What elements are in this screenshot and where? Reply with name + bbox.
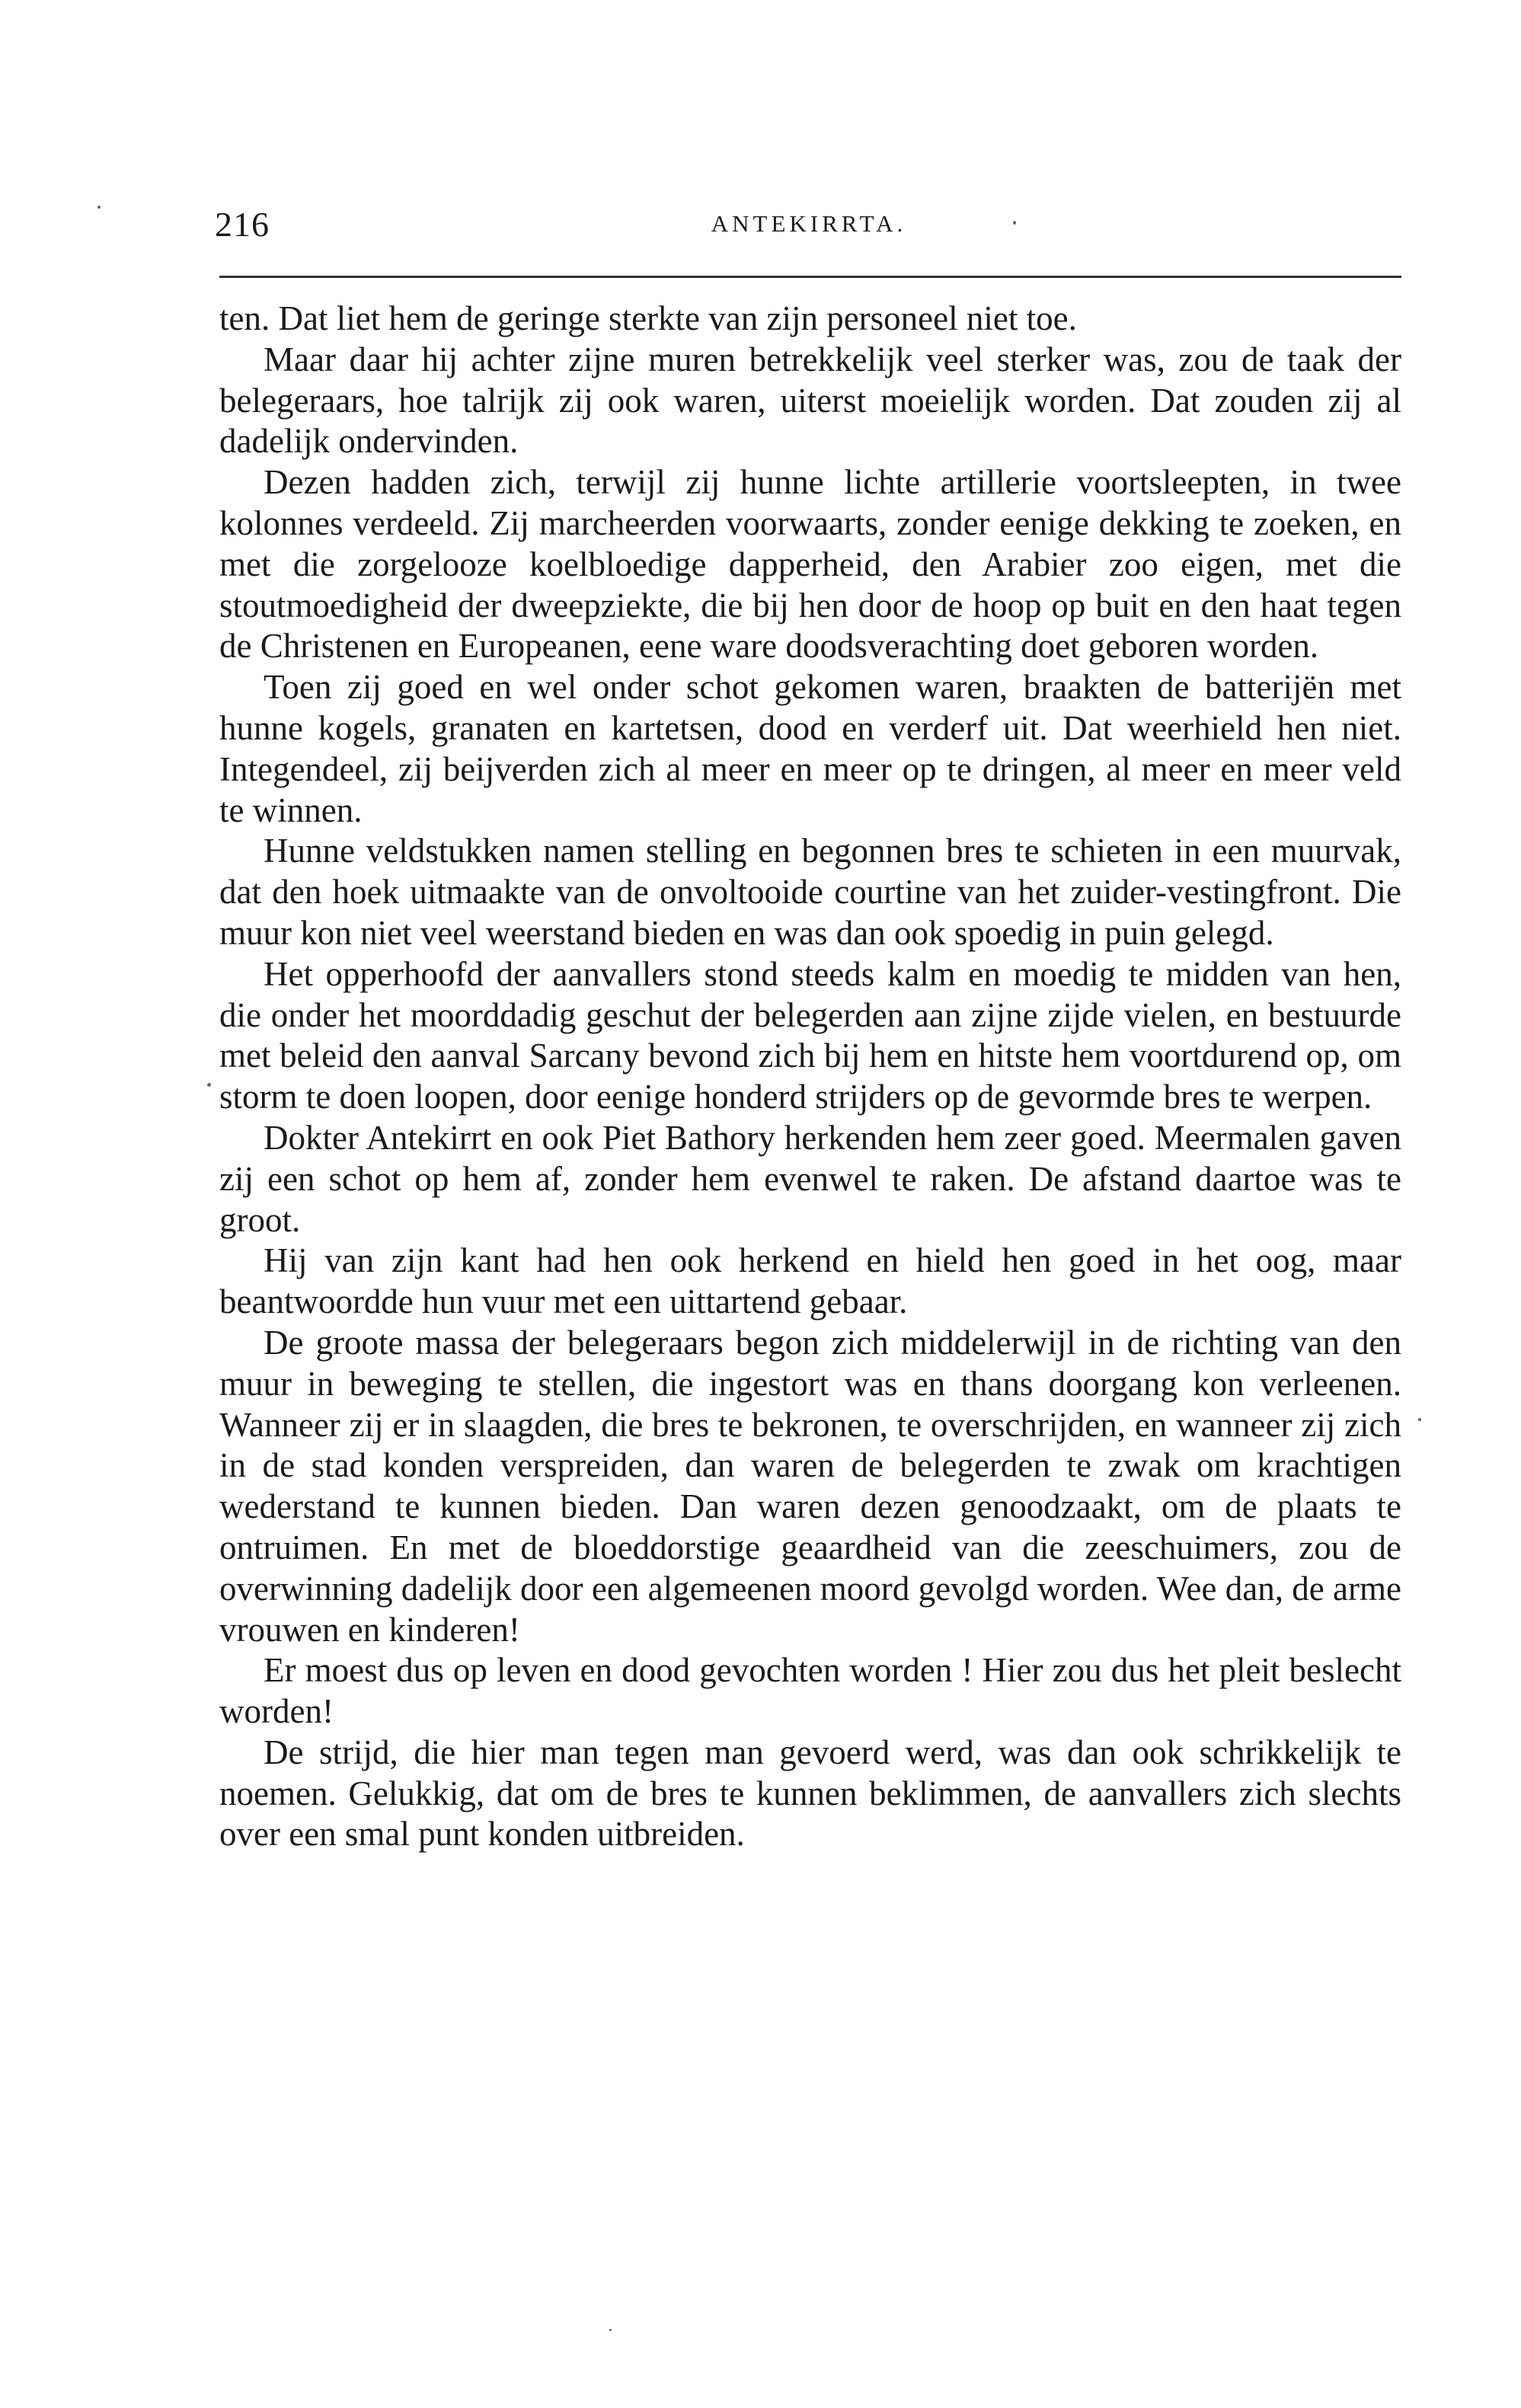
paper-speck (1418, 1418, 1421, 1421)
paragraph-9: De groote massa der belegeraars begon zich middelerwijl in de richting van den muur in beweging te stellen, die ingestort was en thans doorgang kon verleenen. Wanneer zij er in slaagden, die bres te bekronen, te overschrijden, en wanneer zij zich in de stad konden verspreiden, dan waren de belegerden te zwak om krachtigen wederstand te kunnen bieden. Dan waren dezen genoodzaakt, om de plaats te ontruimen. En met de bloeddorstige geaardheid van die zeeschuimers, zou de overwinning dadelijk door een algemeenen moord gevolgd worden. Wee dan, de arme vrouwen en kinderen! (219, 1323, 1401, 1649)
paragraph-10: Er moest dus op leven en dood gevochten worden ! Hier zou dus het pleit beslecht worden! (219, 1651, 1401, 1731)
running-title: ANTEKIRRTA. (711, 210, 907, 237)
paragraph-11: De strijd, die hier man tegen man gevoerd werd, was dan ook schrikkelijk te noemen. Gelukkig, dat om de bres te kunnen beklimmen, de aanvallers zich slechts over een smal punt konden uitbreiden. (219, 1733, 1401, 1854)
paragraph-4: Toen zij goed en wel onder schot gekomen waren, braakten de batterijën met hunne kogels, granaten en kartetsen, dood en verderf uit. Dat weerhield hen niet. Integendeel, zij beijverden zich al meer en meer op te dringen, al meer en meer veld te winnen. (219, 668, 1401, 829)
paper-speck (207, 1083, 211, 1087)
paragraph-8: Hij van zijn kant had hen ook herkend en hield hen goed in het oog, maar beantwoordde hun vuur met een uittartend gebaar. (219, 1241, 1401, 1321)
paragraph-2: Maar daar hij achter zijne muren betrekkelijk veel sterker was, zou de taak der belegeraars, hoe talrijk zij ook waren, uiterst moeielijk worden. Dat zouden zij al dadelijk ondervinden. (219, 340, 1401, 461)
paper-speck (97, 206, 101, 209)
paragraph-7: Dokter Antekirrt en ook Piet Bathory herkenden hem zeer goed. Meermalen gaven zij een schot op hem af, zonder hem evenwel te raken. De afstand daartoe was te groot. (219, 1118, 1401, 1239)
paragraph-1: ten. Dat liet hem de geringe sterkte van zijn personeel niet toe. (219, 299, 1077, 337)
page-header (215, 204, 1403, 250)
paper-speck (1013, 221, 1016, 225)
header-rule (219, 276, 1401, 278)
paragraph-3: Dezen hadden zich, terwijl zij hunne lichte artillerie voortsleepten, in twee kolonnes verdeeld. Zij marcheerden voorwaarts, zonder eenige dekking te zoeken, en met die zorgelooze koelbloedige dapperheid, den Arabier zoo eigen, met die stoutmoedigheid der dweepziekte, die bij hen door de hoop op buit en den haat tegen de Christenen en Europeanen, eene ware doodsverachting doet geboren worden. (219, 463, 1401, 666)
page-number: 216 (215, 205, 270, 244)
body-text (219, 299, 1401, 1855)
paragraph-6: Het opperhoofd der aanvallers stond steeds kalm en moedig te midden van hen, die onder het moorddadig geschut der belegerden aan zijne zijde vielen, en bestuurde met beleid den aanval Sarcany bevond zich bij hem en hitste hem voortdurend op, om storm te doen loopen, door eenige honderd strijders op de gevormde bres te werpen. (219, 954, 1401, 1116)
paper-speck (609, 2329, 612, 2331)
paragraph-5: Hunne veldstukken namen stelling en begonnen bres te schieten in een muurvak, dat den hoek uitmaakte van de onvoltooide courtine van het zuider-vestingfront. Die muur kon niet veel weerstand bieden en was dan ook spoedig in puin gelegd. (219, 832, 1401, 952)
